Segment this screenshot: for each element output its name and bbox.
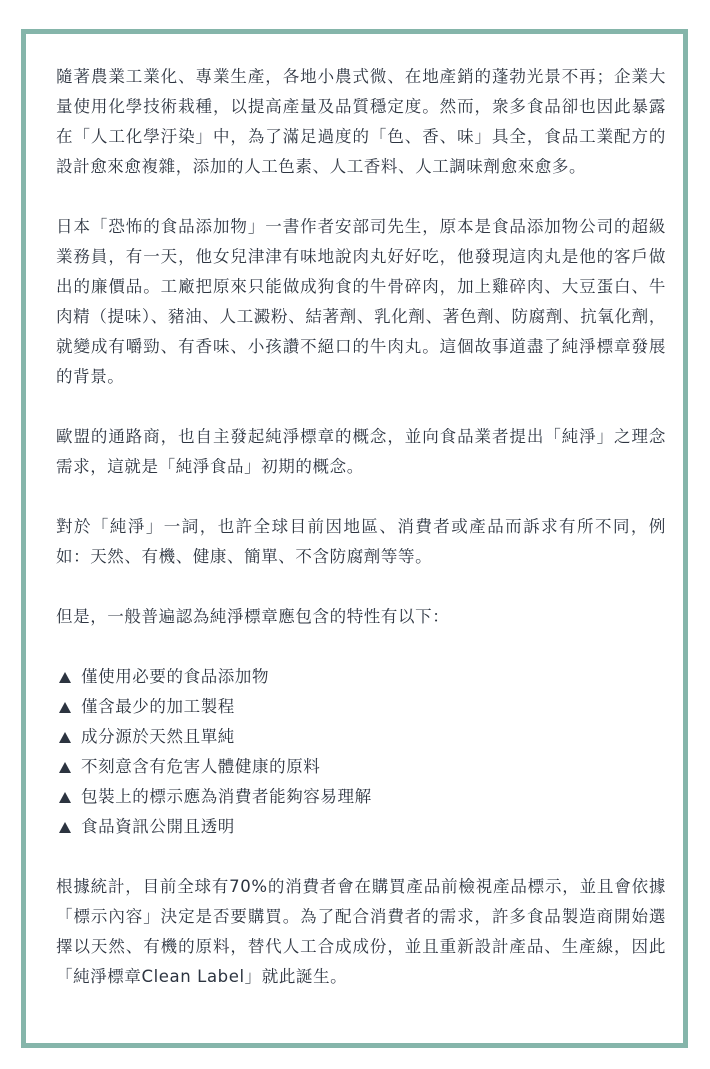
feature-text: 僅含最少的加工製程 — [81, 697, 235, 716]
list-item — [56, 722, 666, 752]
feature-text: 僅使用必要的食品添加物 — [81, 667, 270, 686]
triangle-bullet-icon — [59, 672, 71, 683]
paragraph-statistics: 根據統計，目前全球有70%的消費者會在購買產品前檢視產品標示，並且會依據「標示內容」決定是否要購買。為了配合消費者的需求，許多食品製造商開始選擇以天然、有機的原料，替代人工合成成份，並且重新設計產品、生產線，因此「純淨標章Clean Label」就此誕生。 — [56, 877, 666, 986]
paragraph-industrialization: 隨著農業工業化、專業生產，各地小農式微、在地產銷的蓬勃光景不再；企業大量使用化學技術栽種，以提高產量及品質穩定度。然而，衆多食品卻也因此暴露在「人工化學汙染」中，為了滿足過度的「色、香、味」具全，食品工業配方的設計愈來愈複雜，添加的人工色素、人工香料、人工調味劑愈來愈多。 — [56, 67, 666, 176]
paragraph-abe-story: 日本「恐怖的食品添加物」一書作者安部司先生，原本是食品添加物公司的超級業務員，有一天，他女兒津津有味地說肉丸好好吃，他發現這肉丸是他的客戶做出的廉價品。工廠把原來只能做成狗食的牛骨碎肉，加上雞碎肉、大豆蛋白、牛肉精（提味）、豬油、人工澱粉、結著劑、乳化劑、著色劑、防腐劑、抗氧化劑，就變成有嚼勁、有香味、小孩讚不絕口的牛肉丸。這個故事道盡了純淨標章發展的背景。 — [56, 217, 666, 386]
article-frame — [21, 29, 688, 1048]
list-item — [56, 752, 666, 782]
list-item — [56, 692, 666, 722]
triangle-bullet-icon — [59, 762, 71, 773]
paragraph-features-intro: 但是，一般普遍認為純淨標章應包含的特性有以下： — [56, 607, 450, 626]
list-item — [56, 812, 666, 842]
triangle-bullet-icon — [59, 822, 71, 833]
list-item — [56, 662, 666, 692]
paragraph-definition: 對於「純淨」一詞，也許全球目前因地區、消費者或產品而訴求有所不同，例如：天然、有機、健康、簡單、不含防腐劑等等。 — [56, 517, 666, 566]
article-body — [56, 62, 666, 992]
feature-text: 食品資訊公開且透明 — [81, 817, 235, 836]
feature-text: 包裝上的標示應為消費者能夠容易理解 — [81, 787, 372, 806]
triangle-bullet-icon — [59, 732, 71, 743]
feature-list — [56, 662, 666, 842]
triangle-bullet-icon — [59, 702, 71, 713]
list-item — [56, 782, 666, 812]
paragraph-eu-retailers: 歐盟的通路商，也自主發起純淨標章的概念，並向食品業者提出「純淨」之理念需求，這就是「純淨食品」初期的概念。 — [56, 427, 666, 476]
feature-text: 不刻意含有危害人體健康的原料 — [81, 757, 321, 776]
feature-text: 成分源於天然且單純 — [81, 727, 235, 746]
triangle-bullet-icon — [59, 792, 71, 803]
